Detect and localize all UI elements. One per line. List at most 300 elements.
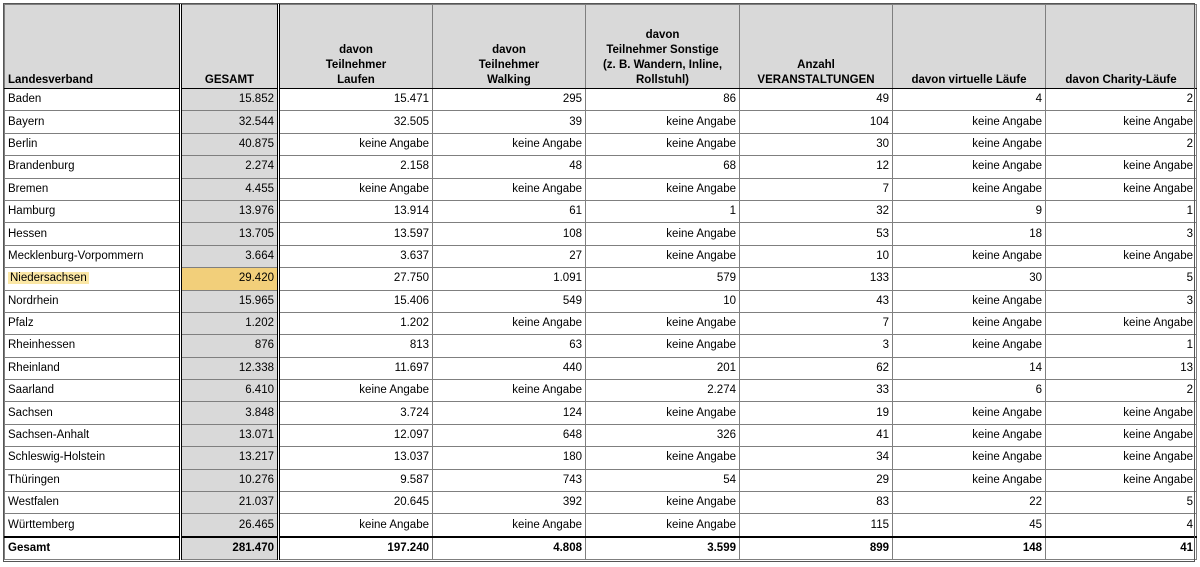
table-cell[interactable] — [893, 447, 1046, 469]
table-cell[interactable] — [1046, 469, 1197, 491]
cell-value: 1 — [1186, 339, 1193, 352]
table-row — [5, 133, 1197, 155]
table-cell[interactable] — [586, 111, 740, 133]
row-label-cell[interactable] — [5, 424, 181, 446]
table-cell[interactable] — [1046, 245, 1197, 267]
table-cell[interactable] — [740, 200, 893, 222]
table-row — [5, 312, 1197, 334]
cell-value: 2.274 — [707, 384, 736, 397]
row-label-cell[interactable] — [5, 447, 181, 469]
table-cell[interactable] — [181, 111, 279, 133]
cell-value: 15.965 — [238, 294, 274, 307]
table-cell[interactable] — [433, 424, 586, 446]
row-label-cell[interactable] — [5, 133, 181, 155]
table-cell[interactable] — [740, 335, 893, 357]
cell-value: keine Angabe — [1123, 317, 1193, 330]
cell-value: Sachsen-Anhalt — [8, 429, 90, 442]
cell-value: 326 — [716, 429, 736, 442]
cell-value: 392 — [562, 496, 582, 509]
table-cell[interactable] — [893, 133, 1046, 155]
table-cell[interactable] — [433, 380, 586, 402]
cell-value: 3.724 — [400, 406, 429, 419]
row-label-cell[interactable] — [5, 245, 181, 267]
table-cell[interactable] — [586, 245, 740, 267]
cell-value: keine Angabe — [972, 406, 1042, 419]
table-cell[interactable] — [1046, 89, 1197, 111]
cell-value: 9.587 — [400, 473, 429, 486]
table-cell[interactable] — [1046, 537, 1197, 560]
cell-value: 13.914 — [393, 205, 429, 218]
table-cell[interactable] — [279, 335, 433, 357]
table-cell[interactable] — [740, 178, 893, 200]
table-row — [5, 223, 1197, 245]
row-label-cell[interactable] — [5, 469, 181, 491]
table-cell[interactable] — [893, 335, 1046, 357]
cell-value: keine Angabe — [666, 227, 736, 240]
table-cell[interactable] — [740, 424, 893, 446]
row-label-cell[interactable] — [5, 380, 181, 402]
cell-value: 2 — [1186, 93, 1193, 106]
table-cell[interactable] — [1046, 402, 1197, 424]
cell-value: 1 — [729, 205, 736, 218]
table-cell[interactable] — [893, 380, 1046, 402]
table-cell[interactable] — [1046, 133, 1197, 155]
table-cell[interactable] — [740, 245, 893, 267]
table-cell[interactable] — [181, 492, 279, 514]
table-cell[interactable] — [433, 402, 586, 424]
cell-value: keine Angabe — [666, 115, 736, 128]
table-cell[interactable] — [433, 357, 586, 379]
table-cell[interactable] — [433, 492, 586, 514]
table-cell[interactable] — [279, 178, 433, 200]
cell-value: keine Angabe — [666, 137, 736, 150]
table-cell[interactable] — [433, 200, 586, 222]
table-cell[interactable] — [1046, 492, 1197, 514]
table-cell[interactable] — [433, 245, 586, 267]
column-header[interactable] — [893, 5, 1046, 89]
table-cell[interactable] — [1046, 424, 1197, 446]
cell-value: 27 — [569, 249, 582, 262]
table-row — [5, 268, 1197, 290]
table-cell[interactable] — [433, 89, 586, 111]
cell-value: 27.750 — [393, 272, 429, 285]
cell-value: 3.637 — [400, 249, 429, 262]
cell-value: Sachsen — [8, 406, 53, 419]
table-cell[interactable] — [1046, 335, 1197, 357]
table-cell[interactable] — [740, 268, 893, 290]
cell-value: Hamburg — [8, 205, 56, 218]
cell-value: keine Angabe — [512, 384, 582, 397]
cell-value: keine Angabe — [1123, 249, 1193, 262]
table-cell[interactable] — [586, 156, 740, 178]
cell-value: 54 — [723, 473, 736, 486]
table-cell[interactable] — [586, 402, 740, 424]
cell-value: keine Angabe — [1123, 429, 1193, 442]
table-cell[interactable] — [586, 380, 740, 402]
cell-value: Bremen — [8, 182, 49, 195]
table-cell[interactable] — [740, 111, 893, 133]
column-header-line: Teilnehmer Sonstige — [606, 44, 719, 56]
table-cell[interactable] — [1046, 178, 1197, 200]
cell-value: keine Angabe — [359, 518, 429, 531]
row-label-cell[interactable] — [5, 89, 181, 111]
row-label-cell[interactable] — [5, 357, 181, 379]
cell-value: Saarland — [8, 384, 55, 397]
table-cell[interactable] — [279, 89, 433, 111]
table-cell[interactable] — [181, 335, 279, 357]
table-cell[interactable] — [279, 111, 433, 133]
cell-value: 15.406 — [393, 294, 429, 307]
table-cell[interactable] — [181, 200, 279, 222]
row-label-cell[interactable] — [5, 156, 181, 178]
table-cell[interactable] — [740, 290, 893, 312]
table-cell[interactable] — [279, 357, 433, 379]
cell-value: keine Angabe — [666, 339, 736, 352]
table-cell[interactable] — [181, 357, 279, 379]
cell-value: keine Angabe — [972, 429, 1042, 442]
total-row — [5, 537, 1197, 560]
table-cell[interactable] — [181, 469, 279, 491]
cell-value: 201 — [716, 361, 736, 374]
cell-value: keine Angabe — [359, 137, 429, 150]
table-cell[interactable] — [586, 357, 740, 379]
table-cell[interactable] — [279, 200, 433, 222]
table-cell[interactable] — [279, 268, 433, 290]
column-header-line: Laufen — [337, 74, 375, 86]
table-cell[interactable] — [181, 312, 279, 334]
cell-value: 13.597 — [393, 227, 429, 240]
table-cell[interactable] — [893, 178, 1046, 200]
cell-value: Nordrhein — [8, 294, 59, 307]
table-cell[interactable] — [181, 402, 279, 424]
column-header-line: Teilnehmer — [325, 59, 387, 71]
table-cell[interactable] — [279, 402, 433, 424]
table-cell[interactable] — [740, 357, 893, 379]
column-header[interactable] — [279, 5, 433, 89]
cell-value: keine Angabe — [512, 182, 582, 195]
table-cell[interactable] — [586, 290, 740, 312]
cell-value: 62 — [876, 361, 889, 374]
table-row — [5, 290, 1197, 312]
table-cell[interactable] — [586, 537, 740, 560]
cell-value: Gesamt — [8, 541, 51, 554]
table-cell[interactable] — [740, 492, 893, 514]
cell-value: 3.664 — [245, 249, 274, 262]
cell-value: 104 — [869, 115, 889, 128]
cell-value: 15.852 — [238, 93, 274, 106]
column-header-line: Rollstuhl) — [635, 74, 690, 86]
table-cell[interactable] — [1046, 290, 1197, 312]
cell-value: 22 — [1029, 496, 1042, 509]
cell-value: keine Angabe — [666, 496, 736, 509]
table-cell[interactable] — [1046, 111, 1197, 133]
cell-value: Rheinland — [8, 361, 60, 374]
table-cell[interactable] — [181, 89, 279, 111]
cell-value: 2 — [1186, 384, 1193, 397]
table-cell[interactable] — [586, 312, 740, 334]
cell-value: 34 — [876, 451, 889, 464]
table-cell[interactable] — [433, 514, 586, 537]
table-cell[interactable] — [279, 223, 433, 245]
table-cell[interactable] — [893, 111, 1046, 133]
table-cell[interactable] — [893, 492, 1046, 514]
cell-value: keine Angabe — [972, 137, 1042, 150]
cell-value: 30 — [1029, 272, 1042, 285]
cell-value: 108 — [562, 227, 582, 240]
table-cell[interactable] — [181, 537, 279, 560]
row-label-cell[interactable] — [5, 514, 181, 537]
table-cell[interactable] — [433, 223, 586, 245]
cell-value: 440 — [562, 361, 582, 374]
table-cell[interactable] — [181, 223, 279, 245]
table-cell[interactable] — [433, 111, 586, 133]
table-cell[interactable] — [740, 312, 893, 334]
table-row — [5, 178, 1197, 200]
cell-value: 39 — [569, 115, 582, 128]
cell-value: 33 — [876, 384, 889, 397]
cell-value: 86 — [723, 93, 736, 106]
table-cell[interactable] — [893, 223, 1046, 245]
cell-value: 30 — [876, 137, 889, 150]
table-cell[interactable] — [181, 133, 279, 155]
column-header[interactable] — [1046, 5, 1197, 89]
table-cell[interactable] — [433, 312, 586, 334]
table-cell[interactable] — [1046, 268, 1197, 290]
table-row — [5, 492, 1197, 514]
table-cell[interactable] — [279, 537, 433, 560]
cell-value: keine Angabe — [666, 249, 736, 262]
table-cell[interactable] — [1046, 357, 1197, 379]
table-row — [5, 469, 1197, 491]
row-label-cell[interactable] — [5, 492, 181, 514]
table-cell[interactable] — [433, 156, 586, 178]
cell-value: 13.705 — [238, 227, 274, 240]
row-label-cell[interactable] — [5, 537, 181, 560]
table-cell[interactable] — [586, 514, 740, 537]
cell-value: keine Angabe — [972, 115, 1042, 128]
table-cell[interactable] — [1046, 380, 1197, 402]
cell-value: keine Angabe — [972, 249, 1042, 262]
cell-value: 1.202 — [400, 317, 429, 330]
table-cell[interactable] — [279, 245, 433, 267]
table-cell[interactable] — [181, 178, 279, 200]
cell-value: 133 — [869, 272, 889, 285]
cell-value: keine Angabe — [972, 182, 1042, 195]
table-row — [5, 402, 1197, 424]
column-header[interactable] — [586, 5, 740, 89]
cell-value: keine Angabe — [666, 451, 736, 464]
table-cell[interactable] — [586, 200, 740, 222]
cell-value: keine Angabe — [359, 182, 429, 195]
table-cell[interactable] — [279, 380, 433, 402]
table-cell[interactable] — [893, 514, 1046, 537]
row-label-cell[interactable] — [5, 290, 181, 312]
cell-value: 7 — [882, 317, 889, 330]
table-cell[interactable] — [893, 290, 1046, 312]
cell-value: 26.465 — [238, 518, 274, 531]
cell-value: 83 — [876, 496, 889, 509]
cell-value: 21.037 — [238, 496, 274, 509]
table-cell[interactable] — [893, 245, 1046, 267]
cell-value: 41 — [876, 429, 889, 442]
table-cell[interactable] — [586, 178, 740, 200]
row-label-cell[interactable] — [5, 402, 181, 424]
cell-value: keine Angabe — [972, 294, 1042, 307]
cell-value: keine Angabe — [359, 384, 429, 397]
cell-value: keine Angabe — [1123, 160, 1193, 173]
table-cell[interactable] — [586, 268, 740, 290]
data-table — [4, 4, 1197, 560]
cell-value: 2.158 — [400, 160, 429, 173]
row-label-cell[interactable] — [5, 178, 181, 200]
table-cell[interactable] — [586, 335, 740, 357]
table-cell[interactable] — [279, 469, 433, 491]
table-cell[interactable] — [893, 89, 1046, 111]
table-cell[interactable] — [586, 447, 740, 469]
header-row — [5, 5, 1197, 89]
table-cell[interactable] — [893, 357, 1046, 379]
cell-value: 124 — [562, 406, 582, 419]
table-row — [5, 380, 1197, 402]
column-header-line: Walking — [487, 74, 531, 86]
table-cell[interactable] — [740, 402, 893, 424]
cell-value: 648 — [562, 429, 582, 442]
table-cell[interactable] — [279, 424, 433, 446]
cell-value: Thüringen — [8, 473, 60, 486]
table-cell[interactable] — [1046, 200, 1197, 222]
table-cell[interactable] — [433, 537, 586, 560]
table-cell[interactable] — [279, 156, 433, 178]
row-label-cell[interactable] — [5, 268, 181, 290]
cell-value: 29.420 — [238, 272, 274, 285]
table-cell[interactable] — [279, 514, 433, 537]
table-cell[interactable] — [433, 335, 586, 357]
table-cell[interactable] — [893, 537, 1046, 560]
table-cell[interactable] — [279, 492, 433, 514]
table-cell[interactable] — [740, 447, 893, 469]
table-cell[interactable] — [586, 89, 740, 111]
cell-value: 68 — [723, 160, 736, 173]
table-row — [5, 335, 1197, 357]
table-cell[interactable] — [740, 133, 893, 155]
table-cell[interactable] — [433, 447, 586, 469]
table-cell[interactable] — [740, 469, 893, 491]
column-header[interactable] — [181, 5, 279, 89]
table-cell[interactable] — [181, 380, 279, 402]
cell-value: 10.276 — [238, 473, 274, 486]
table-cell[interactable] — [279, 133, 433, 155]
table-cell[interactable] — [181, 290, 279, 312]
table-cell[interactable] — [893, 312, 1046, 334]
table-cell[interactable] — [586, 492, 740, 514]
table-body — [5, 89, 1197, 560]
column-header[interactable] — [740, 5, 893, 89]
table-cell[interactable] — [1046, 514, 1197, 537]
table-cell[interactable] — [279, 312, 433, 334]
table-cell[interactable] — [279, 447, 433, 469]
cell-value: Baden — [8, 93, 42, 106]
column-header[interactable] — [5, 5, 181, 89]
cell-value: keine Angabe — [972, 473, 1042, 486]
table-cell[interactable] — [433, 178, 586, 200]
table-cell[interactable] — [181, 156, 279, 178]
table-cell[interactable] — [893, 156, 1046, 178]
cell-value: keine Angabe — [666, 182, 736, 195]
table-cell[interactable] — [433, 133, 586, 155]
table-cell[interactable] — [586, 469, 740, 491]
cell-value: 5 — [1186, 272, 1193, 285]
table-cell[interactable] — [181, 424, 279, 446]
table-cell[interactable] — [740, 537, 893, 560]
cell-value: keine Angabe — [512, 137, 582, 150]
cell-value: keine Angabe — [666, 518, 736, 531]
table-cell[interactable] — [433, 469, 586, 491]
table-cell[interactable] — [433, 290, 586, 312]
row-label-cell[interactable] — [5, 335, 181, 357]
column-header[interactable] — [433, 5, 586, 89]
cell-value: keine Angabe — [1123, 473, 1193, 486]
cell-value: 281.470 — [232, 541, 274, 554]
table-cell[interactable] — [740, 156, 893, 178]
cell-value: 19 — [876, 406, 889, 419]
table-cell[interactable] — [181, 245, 279, 267]
cell-value: 10 — [876, 249, 889, 262]
table-cell[interactable] — [740, 89, 893, 111]
row-label-cell[interactable] — [5, 111, 181, 133]
table-cell[interactable] — [1046, 447, 1197, 469]
cell-value: 743 — [562, 473, 582, 486]
table-cell[interactable] — [181, 447, 279, 469]
table-cell[interactable] — [893, 268, 1046, 290]
table-cell[interactable] — [893, 200, 1046, 222]
cell-value: Brandenburg — [8, 160, 75, 173]
cell-value: 29 — [876, 473, 889, 486]
table-cell[interactable] — [740, 514, 893, 537]
table-cell[interactable] — [433, 268, 586, 290]
cell-value: 1 — [1186, 205, 1193, 218]
table-cell[interactable] — [181, 514, 279, 537]
table-cell[interactable] — [1046, 312, 1197, 334]
cell-value: 5 — [1186, 496, 1193, 509]
cell-value: 32.544 — [238, 115, 274, 128]
table-cell[interactable] — [586, 424, 740, 446]
table-cell[interactable] — [893, 469, 1046, 491]
cell-value: 549 — [562, 294, 582, 307]
column-header-line: VERANSTALTUNGEN — [757, 74, 875, 86]
table-cell[interactable] — [181, 268, 279, 290]
column-header-line: Landesverband — [8, 74, 93, 86]
cell-value: 63 — [569, 339, 582, 352]
table-cell[interactable] — [740, 223, 893, 245]
row-label-cell[interactable] — [5, 200, 181, 222]
table-cell[interactable] — [586, 133, 740, 155]
table-cell[interactable] — [279, 290, 433, 312]
table-cell[interactable] — [893, 402, 1046, 424]
row-label-cell[interactable] — [5, 223, 181, 245]
table-cell[interactable] — [740, 380, 893, 402]
table-cell[interactable] — [586, 223, 740, 245]
table-cell[interactable] — [1046, 223, 1197, 245]
cell-value: Westfalen — [8, 496, 59, 509]
cell-value: 3 — [1186, 227, 1193, 240]
cell-value: 14 — [1029, 361, 1042, 374]
cell-value: 6 — [1035, 384, 1042, 397]
table-cell[interactable] — [893, 424, 1046, 446]
table-cell[interactable] — [1046, 156, 1197, 178]
cell-value: 2.274 — [245, 160, 274, 173]
row-label-cell[interactable] — [5, 312, 181, 334]
cell-value: 49 — [876, 93, 889, 106]
